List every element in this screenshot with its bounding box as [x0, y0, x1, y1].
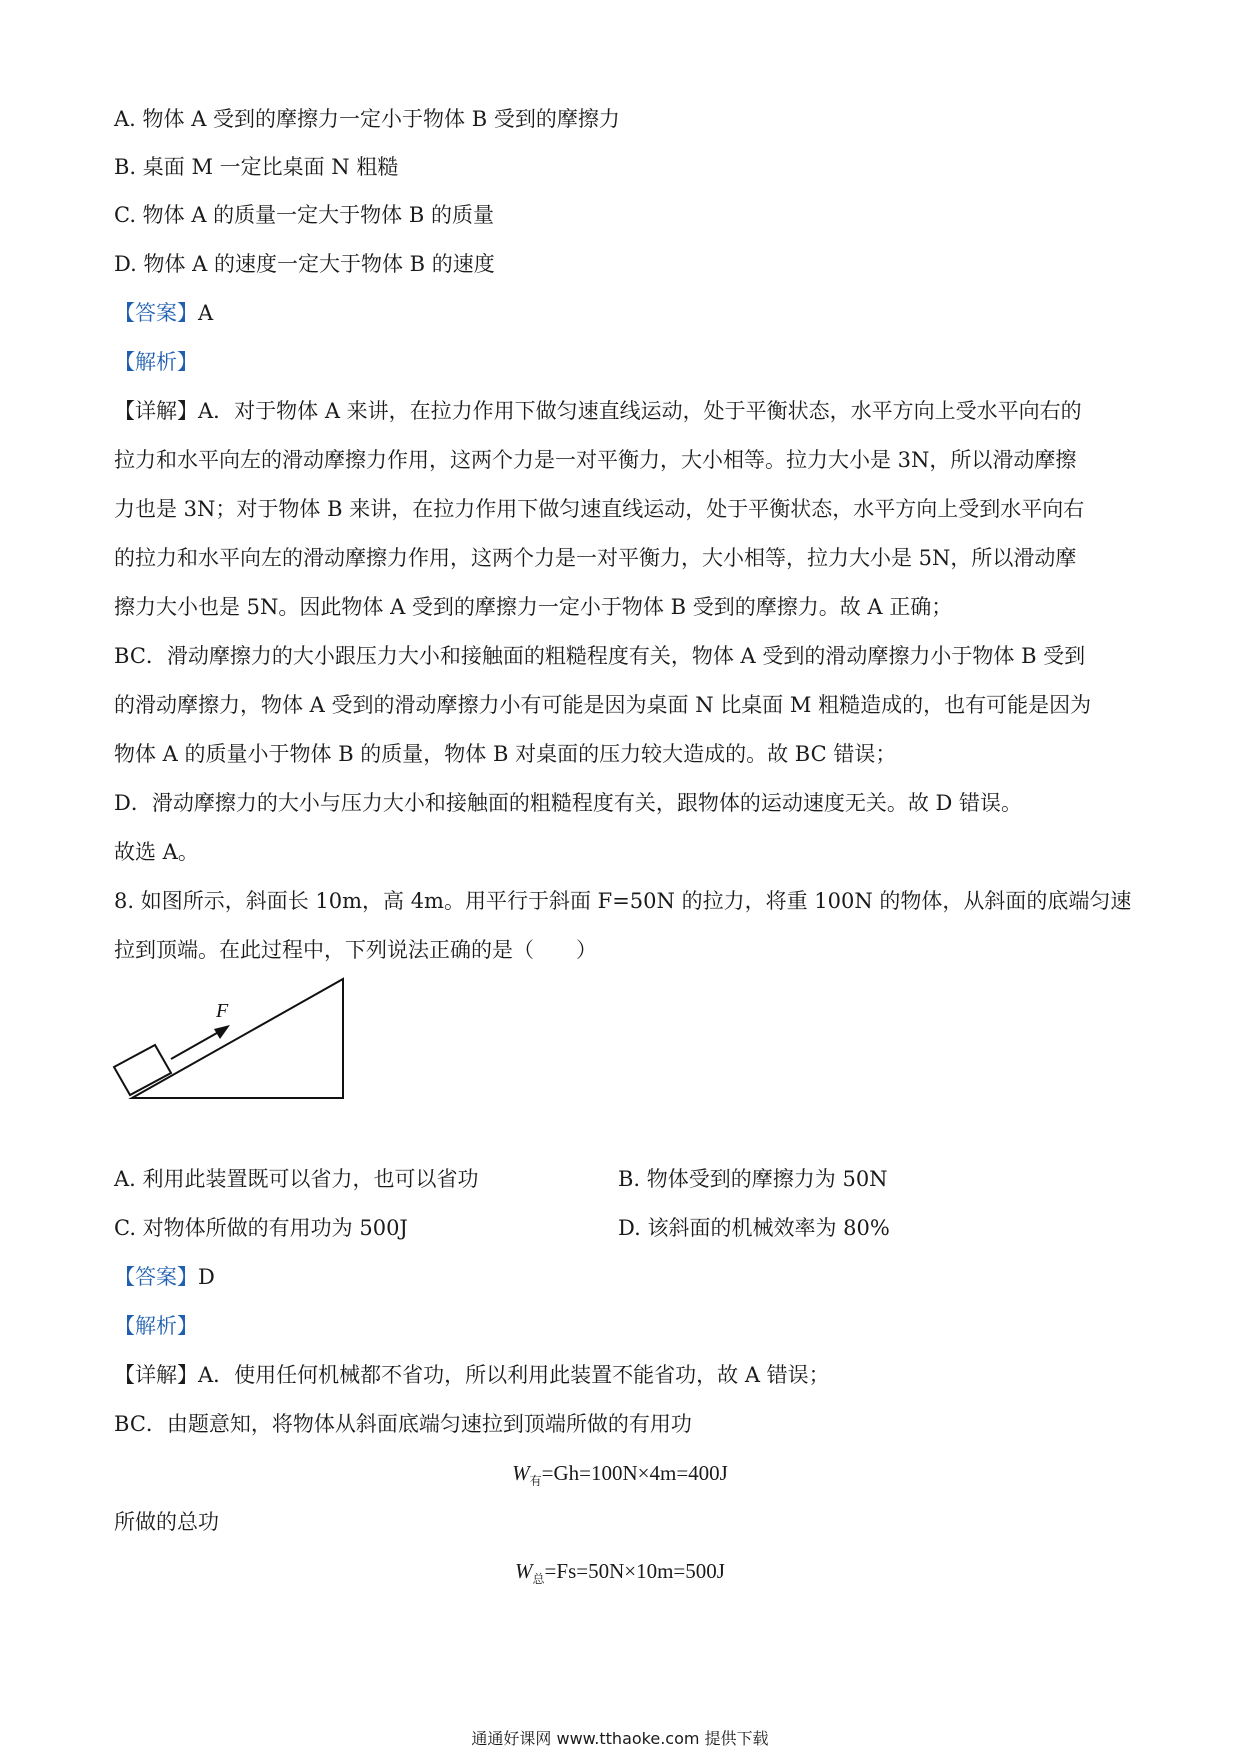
q8-stem-line-1: 8. 如图所示，斜面长 10m，高 4m。用平行于斜面 F=50N 的拉力，将重 100N 的物体，从斜面的底端匀速: [114, 889, 1132, 913]
q8-detail-line-1: [114, 1360, 1126, 1390]
q8-option-a: A. 利用此装置既可以省力，也可以省功: [114, 1167, 479, 1191]
q8-stem-line-2: 拉到顶端。在此过程中，下列说法正确的是（ ）: [114, 938, 597, 962]
formula2-w: W: [515, 1559, 533, 1583]
q8-total-work-label: 所做的总功: [114, 1510, 219, 1534]
q8-answer: D: [198, 1265, 215, 1289]
formula2-rest: =Fs=50N×10m=500J: [544, 1559, 725, 1583]
q7-detail-line-1: [114, 396, 1126, 426]
q7-detail-line-7: 的滑动摩擦力，物体 A 受到的滑动摩擦力小有可能是因为桌面 N 比桌面 M 粗糙造成的，也有可能是因为: [114, 693, 1092, 717]
q7-analysis-line: [114, 347, 1126, 377]
q8-detail-tag: 【详解】: [114, 1363, 198, 1387]
force-arrowhead: [214, 1025, 230, 1039]
q7-option-d: D. 物体 A 的速度一定大于物体 B 的速度: [114, 252, 495, 276]
incline-triangle: [132, 979, 343, 1098]
q7-option-a: A. 物体 A 受到的摩擦力一定小于物体 B 受到的摩擦力: [114, 107, 620, 131]
block: [114, 1045, 171, 1095]
formula1-w: W: [512, 1461, 530, 1485]
q7-detail-line-8: 物体 A 的质量小于物体 B 的质量，物体 B 对桌面的压力较大造成的。故 BC 错误；: [114, 742, 897, 766]
q8-option-c: C. 对物体所做的有用功为 500J: [114, 1216, 408, 1240]
useful-work-formula: [0, 1458, 1240, 1496]
formula1-rest: =Gh=100N×4m=400J: [541, 1461, 728, 1485]
q8-analysis-line: [114, 1311, 1126, 1341]
q8-option-b: B. 物体受到的摩擦力为 50N: [618, 1167, 888, 1191]
force-label: F: [216, 1000, 229, 1022]
q7-conclusion: 故选 A。: [114, 840, 199, 864]
q8-answer-line: [114, 1262, 1126, 1292]
q7-answer-line: [114, 298, 1126, 328]
q8-answer-tag: 【答案】: [114, 1265, 198, 1289]
total-work-formula: [0, 1556, 1240, 1594]
q7-detail-line-2: 拉力和水平向左的滑动摩擦力作用，这两个力是一对平衡力，大小相等。拉力大小是 3N，所以滑动摩擦: [114, 448, 1077, 472]
q7-answer: A: [198, 301, 214, 325]
q8-detail-text-1: A．使用任何机械都不省功，所以利用此装置不能省功，故 A 错误；: [198, 1363, 830, 1387]
q7-analysis-tag: 【解析】: [114, 350, 198, 374]
q7-detail-line-4: 的拉力和水平向左的滑动摩擦力作用，这两个力是一对平衡力，大小相等，拉力大小是 5N，所以滑动摩: [114, 546, 1077, 570]
q7-option-b: B. 桌面 M 一定比桌面 N 粗糙: [114, 155, 399, 179]
q7-answer-tag: 【答案】: [114, 301, 198, 325]
q7-detail-line-9: D．滑动摩擦力的大小与压力大小和接触面的粗糙程度有关，跟物体的运动速度无关。故 D 错误。: [114, 791, 1023, 815]
q7-detail-tag: 【详解】: [114, 399, 198, 423]
page-footer: 通通好课网 www.tthaoke.com 提供下载: [471, 1729, 769, 1748]
q7-detail-text-1: A．对于物体 A 来讲，在拉力作用下做匀速直线运动，处于平衡状态，水平方向上受水平向右的: [198, 399, 1082, 423]
formula1-sub: 有: [529, 1474, 542, 1489]
q7-detail-line-3: 力也是 3N；对于物体 B 来讲，在拉力作用下做匀速直线运动，处于平衡状态，水平方向上受到水平向右: [114, 497, 1085, 521]
force-arrow-line: [171, 1029, 224, 1059]
q8-analysis-tag: 【解析】: [114, 1314, 198, 1338]
formula2-sub: 总: [532, 1572, 545, 1587]
q7-option-c: C. 物体 A 的质量一定大于物体 B 的质量: [114, 203, 494, 227]
incline-figure: [110, 975, 350, 1115]
q7-detail-line-5: 擦力大小也是 5N。因此物体 A 受到的摩擦力一定小于物体 B 受到的摩擦力。故 A 正确；: [114, 595, 953, 619]
q8-option-d: D. 该斜面的机械效率为 80%: [618, 1216, 890, 1240]
q7-detail-line-6: BC．滑动摩擦力的大小跟压力大小和接触面的粗糙程度有关，物体 A 受到的滑动摩擦力小于物体 B 受到: [114, 644, 1086, 668]
q8-detail-line-2: BC．由题意知，将物体从斜面底端匀速拉到顶端所做的有用功: [114, 1412, 692, 1436]
